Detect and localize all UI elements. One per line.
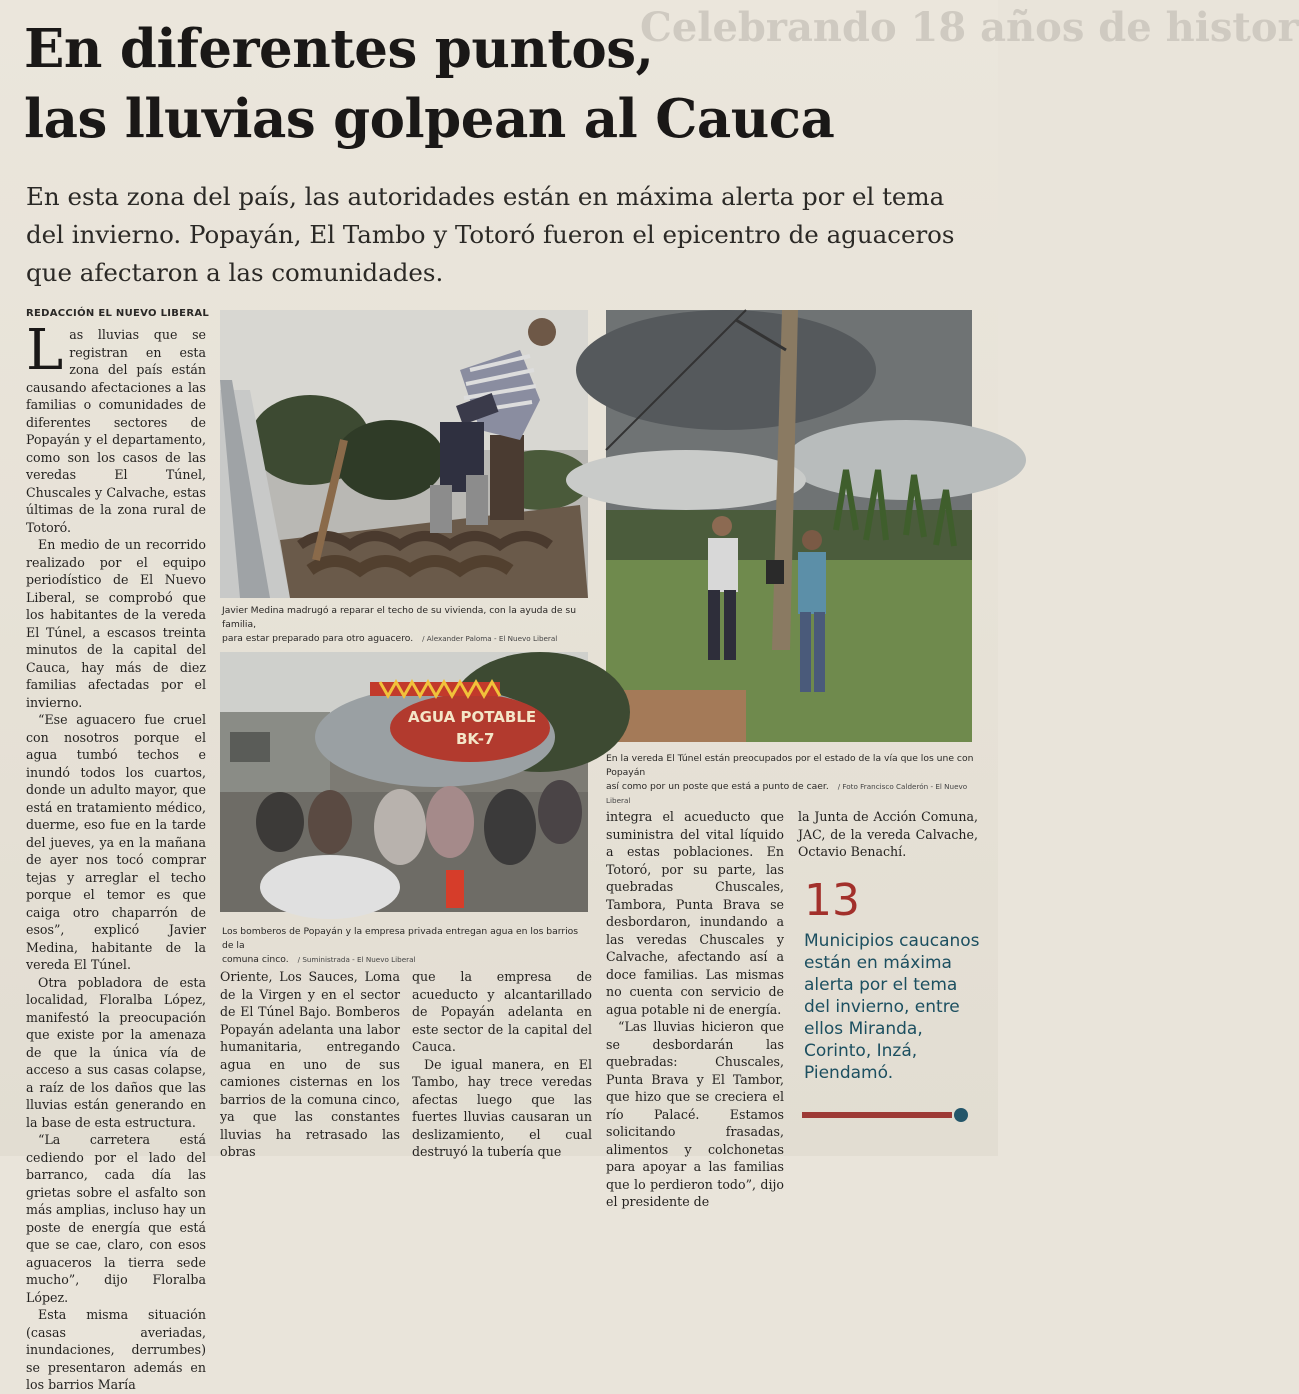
body-column-2 <box>220 968 400 1161</box>
photo-credit: / Foto Francisco Calderón - El Nuevo Liberal <box>606 782 968 805</box>
sidebar-stat-number: 13 <box>804 875 860 926</box>
body-paragraph: integra el acueducto que suministra del vital líquido a estas poblaciones. En Totoró, por su parte, las quebradas Chuscales, Tambora, Punta Brava se desbordaron, inundando a las veredas Chuscales y Calvache, afectando así a doce familias. Las mismas no cuenta con servicio de agua potable ni de energía. <box>606 809 784 1017</box>
body-paragraph: De igual manera, en El Tambo, hay trece veredas afectas luego que las fuertes lluvias causaran un deslizamiento, el cual destruyó la tubería que <box>412 1056 592 1159</box>
body-column-3 <box>412 968 592 1161</box>
byline: REDACCIÓN EL NUEVO LIBERAL <box>26 308 210 319</box>
body-paragraph: “Ese aguacero fue cruel con nosotros porque el agua tumbó techos e inundó todos los cuartos, donde un adulto mayor, que está en tratamiento médico, duerme, eso fue en la tarde del jueves, ya en la mañana de ayer nos tocó comprar tejas y arreglar el techo porque el temor es que caiga otro chaparrón de esos”, explicó Javier Medina, habitante de la vereda El Túnel. <box>26 712 206 972</box>
tank-text-2: BK-7 <box>456 730 495 748</box>
body-paragraph: que la empresa de acueducto y alcantarillado de Popayán adelanta en este sector de la capital del Cauca. <box>412 969 592 1054</box>
caption-truck: Los bomberos de Popayán y la empresa privada entregan agua en los barrios de la comuna cinco. / Suministrada - El Nuevo Liberal <box>222 926 579 965</box>
drop-cap: L <box>26 318 64 383</box>
photo-credit: / Suministrada - El Nuevo Liberal <box>297 955 416 964</box>
photo-roof-repair <box>220 310 588 598</box>
deck: En esta zona del país, las autoridades están en máxima alerta por el tema del invierno. Popayán, El Tambo y Totoró fueron el epicentro de aguaceros que afectaron a las comunidades. <box>26 182 955 287</box>
body-column-4 <box>606 808 784 1211</box>
photo-truck-image <box>220 652 588 912</box>
photo-pole-image <box>606 310 972 742</box>
photo-leaning-pole <box>606 310 972 742</box>
sidebar-divider <box>802 1112 952 1118</box>
body-paragraph: Oriente, Los Sauces, Loma de la Virgen y en el sector de El Túnel Bajo. Bomberos Popayán adelanta una labor humanitaria, entregando agua en uno de sus camiones cisternas en los barrios de la comuna cinco, ya que las constantes lluvias ha retrasado las obras <box>220 969 400 1159</box>
headline <box>24 14 854 154</box>
body-paragraph: la Junta de Acción Comuna, JAC, de la vereda Calvache, Octavio Benachí. <box>798 809 978 859</box>
photo-credit: / Alexander Paloma - El Nuevo Liberal <box>422 634 558 643</box>
caption-pole: En la vereda El Túnel están preocupados por el estado de la vía que los une con Popayán así como por un poste que está a punto de caer. / Foto Francisco Calderón - El Nuevo Liberal <box>606 753 974 805</box>
body-paragraph: Otra pobladora de esta localidad, Floralba López, manifestó la preocupación que existe por la amenaza de que la única vía de acceso a sus casas colapse, a raíz de los daños que las lluvias están generando en la base de esta estructura. <box>26 974 206 1130</box>
tank-text-1: AGUA POTABLE <box>408 708 537 726</box>
body-column-5 <box>798 808 978 861</box>
body-column-1 <box>26 318 206 1394</box>
caption-roof: Javier Medina madrugó a reparar el techo de su vivienda, con la ayuda de su familia, para estar preparado para otro aguacero. / Alexander Paloma - El Nuevo Liberal <box>222 605 577 644</box>
headline-line-2: las lluvias golpean al Cauca <box>24 88 835 150</box>
body-paragraph: En medio de un recorrido realizado por el equipo periodístico de El Nuevo Liberal, se comprobó que los habitantes de la vereda El Túnel, a escasos treinta minutos de la capital del Cauca, hay más de diez familias afectadas por el invierno. <box>26 537 206 710</box>
photo-water-truck <box>220 652 588 912</box>
body-paragraph: “Las lluvias hicieron que se desbordarán las quebradas: Chuscales, Punta Brava y El Tambor, que hizo que se creciera el río Palacé. Estamos solicitando frasadas, alimentos y colchonetas para apoyar a las familias que lo perdieron todo”, dijo el presidente de <box>606 1019 784 1209</box>
photo-roof-image <box>220 310 588 598</box>
masthead-bleed: Celebrando 18 años de histor <box>640 4 1299 51</box>
body-paragraph: Las lluvias que se registran en esta zona del país están causando afectaciones a las familias o comunidades de diferentes sectores de Popayán y el departamento, como son los casos de las veredas El Túnel, Chuscales y Calvache, estas últimas de la zona rural de Totoró. <box>26 318 206 535</box>
body-paragraph: Esta misma situación (casas averiadas, inundaciones, derrumbes) se presentaron además en los barrios María <box>26 1307 206 1392</box>
sidebar-dot-icon <box>954 1108 968 1122</box>
sidebar-stat-text: Municipios caucanos están en máxima alerta por el tema del invierno, entre ellos Miranda, Corinto, Inzá, Piendamó. <box>804 931 980 1083</box>
headline-line-1: En diferentes puntos, <box>24 18 654 80</box>
body-paragraph: “La carretera está cediendo por el lado del barranco, cada día las grietas sobre el asfalto son más amplias, incluso hay un poste de energía que está que se cae, claro, con esos aguaceros la tierra sede mucho”, dijo Floralba López. <box>26 1132 206 1305</box>
